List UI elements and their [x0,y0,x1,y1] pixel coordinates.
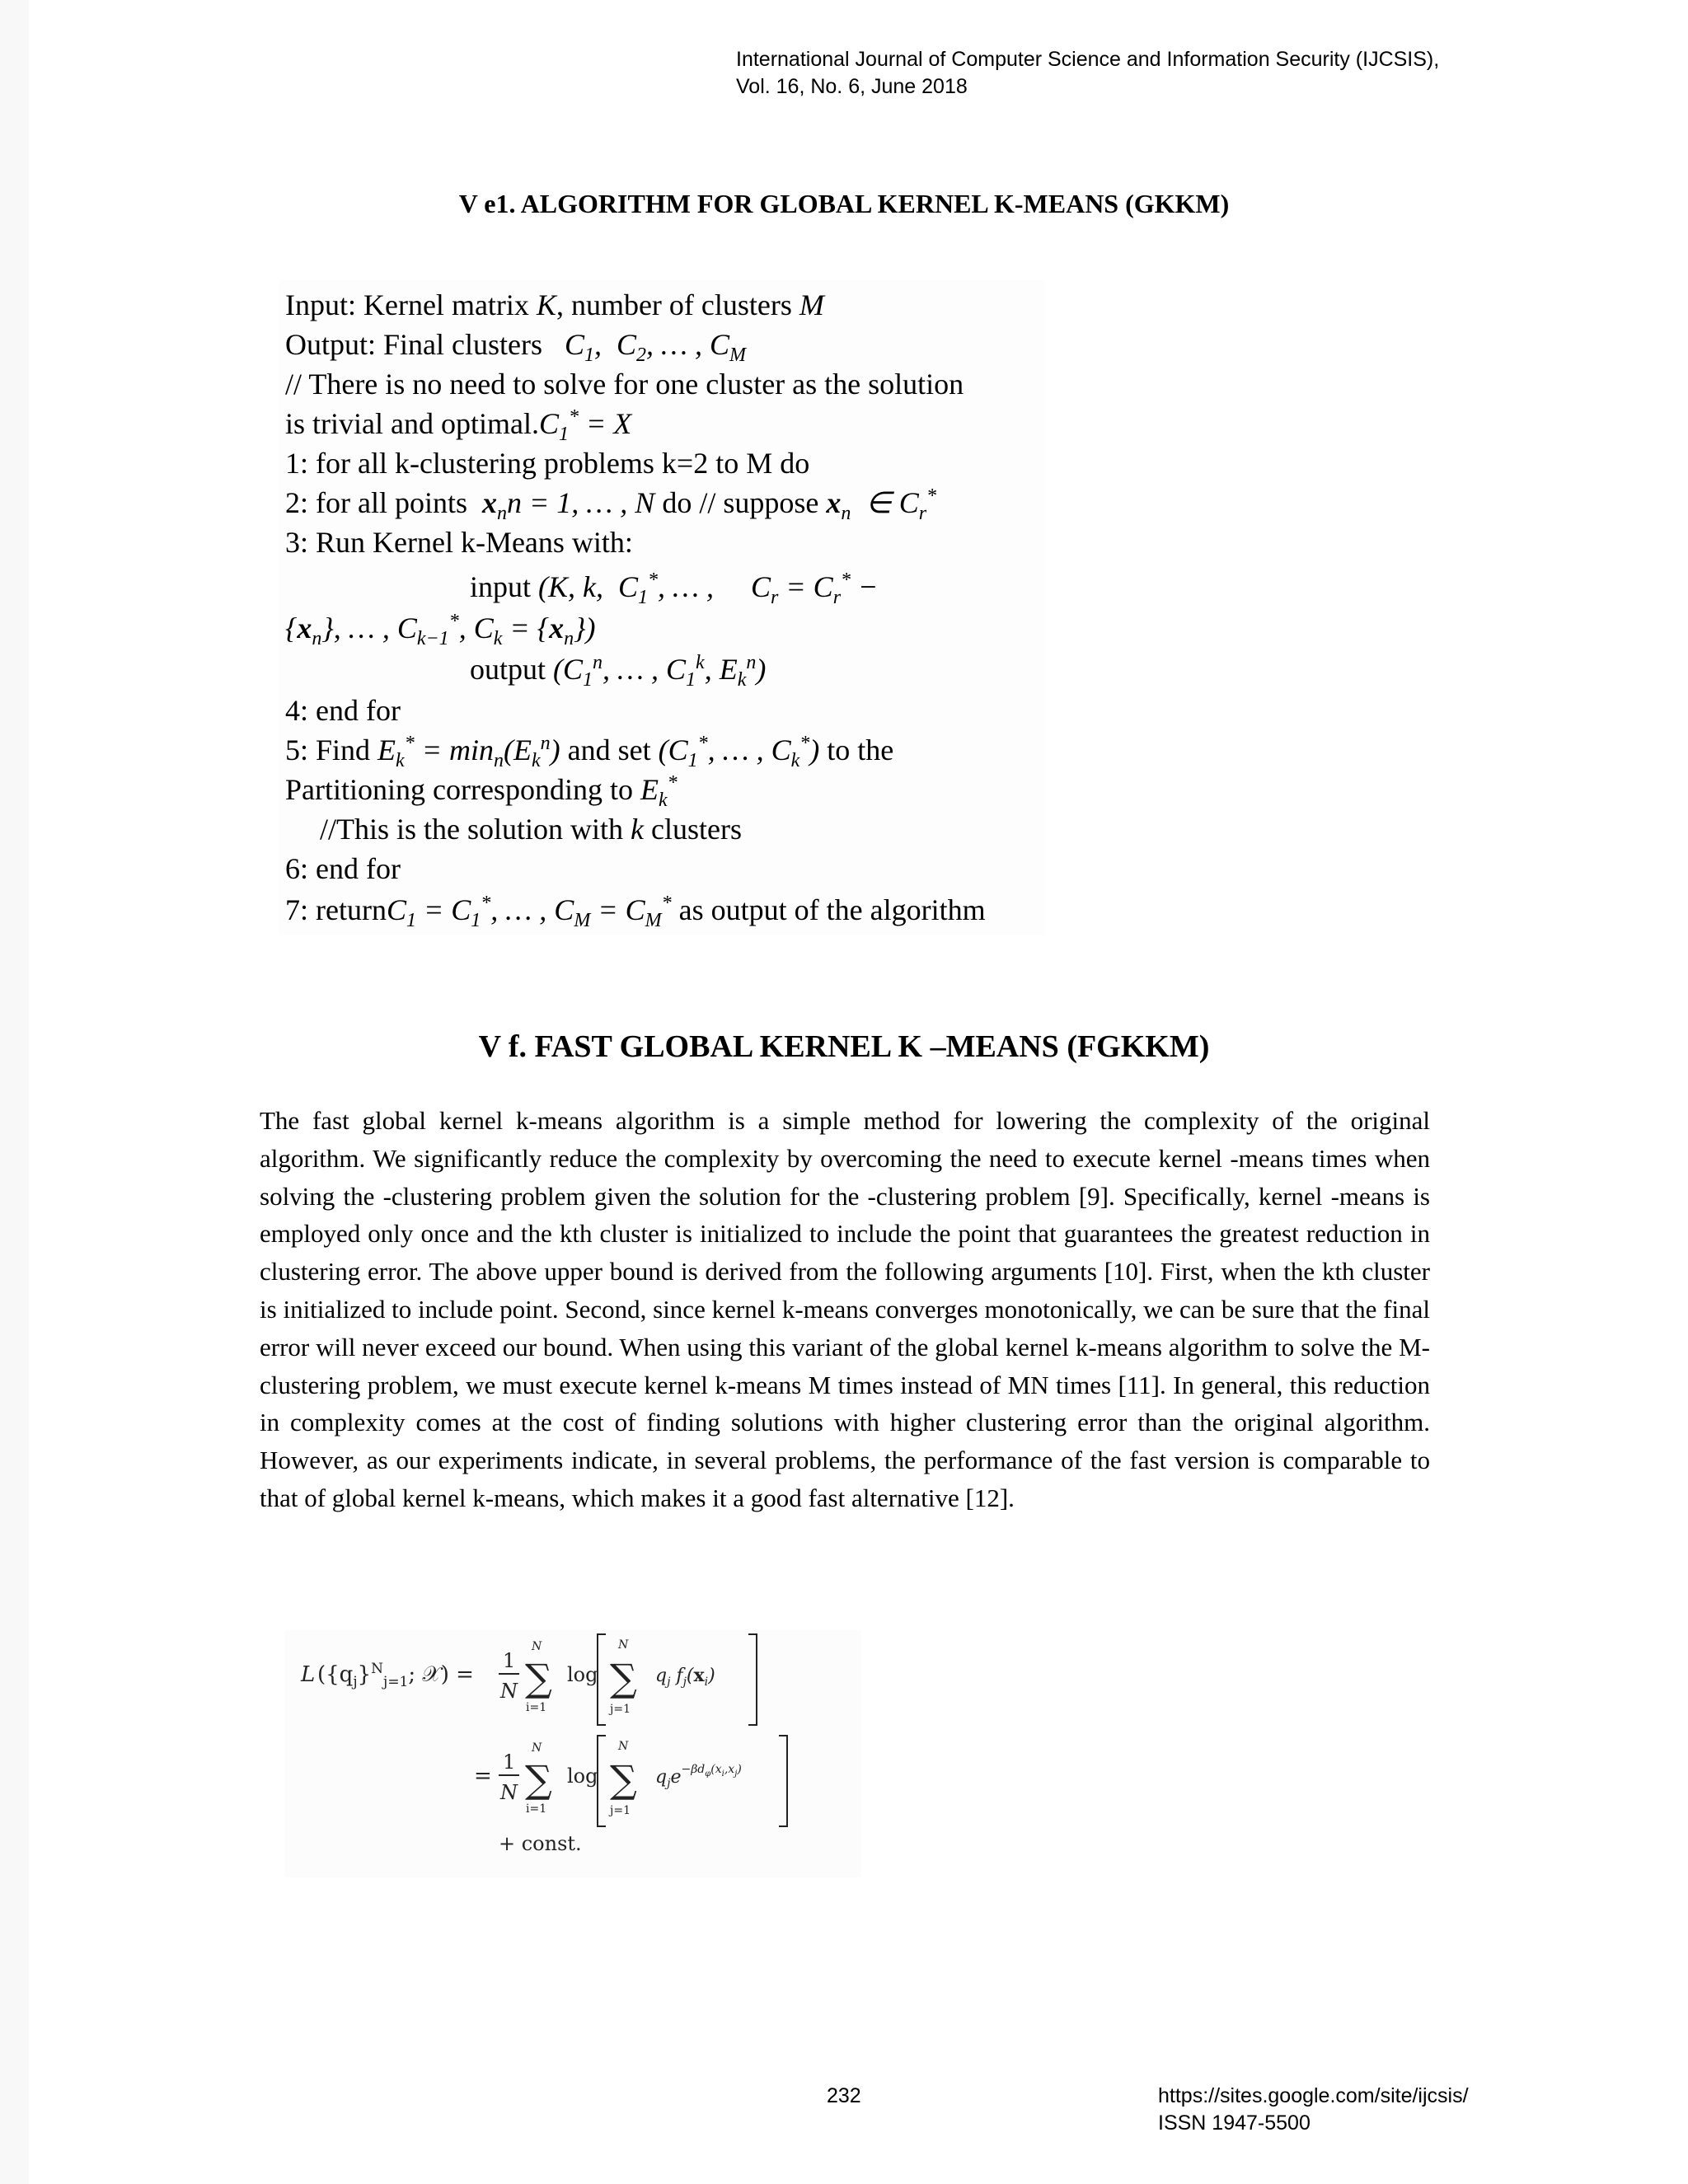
algo-comment-line-2: is trivial and $optimal.C_1^* = X$ [285,406,632,446]
eq2-sum-sign: ∑ [525,1757,552,1802]
eq-bracket-right [748,1634,757,1725]
algo-step-6: 6: end for [285,852,401,885]
eq2-term: $q_je^{-\beta d}\varphi(xi,xj)$ [655,1763,742,1790]
math-expr: $C_1 = C_1^*$, … , $C_M = C_M^*$ [386,893,672,932]
scan-margin-left [0,0,29,2184]
algo-comment-k: //This is the solution with k clusters [320,813,742,846]
eq-sum2-top: N [618,1638,629,1652]
eq2-bracket-right [779,1736,787,1826]
eq2-log: log [567,1765,598,1788]
eq-frac-den: N [500,1680,518,1703]
algo-step-7: 7: returnC$_1$ = $C_1^*$, … , $C_M = C_M^*$ as output of the algorithm [285,893,986,932]
eq2-sum2-top: N [618,1740,629,1753]
eq-log: log [567,1663,598,1686]
algo-input-line: Input: Kernel matrix K, number of clusters M [285,288,824,321]
page-number: 232 [827,2084,861,2107]
math-expr: $x_nn = 1$, … , N [481,486,655,525]
algorithm-figure [279,280,1045,935]
math-expr: $x_n$ ∈ $C_r^*$ [826,485,937,525]
journal-header [736,46,1439,101]
algo-input-args: input (K, k, $C_1^*$, … , $C_r = C_r^*$ − [470,569,879,609]
math-expr: $E_k^* = \min_n(E_k^n)$ [377,733,560,772]
algo-step-4: 4: end for [285,694,401,727]
eq-equals-2: = [474,1764,492,1788]
algo-step-2: 2: for all points $x_nn = 1$, … , N do // suppose $x_n$ ∈ $C_r^*$ [285,485,937,525]
algo-output-line: Output: Final clusters $C_1$, $C_2$, … , $C_M$ [285,328,747,367]
algo-comment-line-1: // There is no need to solve for one cluster as the solution [285,368,964,401]
eq-bracket-left [598,1634,606,1725]
eq2-sum-bottom: i=1 [526,1802,547,1816]
footer-info [1158,2083,1469,2137]
likelihood-equation [284,1630,861,1877]
algo-step-1: 1: for all k-clustering problems k=2 to M do [285,447,810,480]
body-paragraph: The fast global kernel k-means algorithm is a simple method for lowering the complexity of the original algorithm. We significantly reduce the complexity by overcoming the need to execute kernel -means times when solving the -clustering problem given the solution for the -clustering problem [9]. Specifically, kernel -means is employed only once and the kth cluster is initialized to include the point that guarantees the greatest reduction in clustering error. The above upper bound is derived from the following arguments [10]. First, when the kth cluster is initialized to include point. Second, since kernel k-means converges monotonically, we can be sure that the final error will never exceed our bound. When using this variant of the global kernel k-means algorithm to solve the M-clustering problem, we must execute kernel k-means M times instead of MN times [11]. In general, this reduction in complexity comes at the cost of finding solutions with higher clustering error than the original algorithm. However, as our experiments indicate, in several problems, the performance of the fast version is comparable to that of global kernel k-means, which makes it a good fast alternative [12]. [260,1106,1430,1512]
eq2-sum2-sign: ∑ [610,1757,637,1802]
algo-step-3: 3: Run Kernel k-Means with: [285,526,633,559]
eq2-frac-den: N [500,1781,518,1804]
eq-term: $q_j$ $f_j(x_i)$ [655,1665,715,1689]
algo-step-5: 5: Find $E_k^* = \min_n(E_k^n)$ and set ($C_1^*$, … , $C_k^*$) to the [285,733,894,772]
eq-sum-top: N [532,1640,542,1653]
algo-step-5-cont: Partitioning corresponding to $E_k^*$ [285,772,678,812]
footer-url: https://sites.google.com/site/ijcsis/ [1158,2084,1469,2107]
algo-output-args: output ($C_1^n$, … , $C_1^k$, $E_k^n$) [470,652,767,691]
eq-sum-sign: ∑ [525,1656,552,1700]
math-expr: $C_1$, $C_2$, … , $C_M$ [564,328,747,367]
eq-frac-num: 1 [503,1649,516,1672]
eq2-sum-top: N [532,1741,542,1755]
math-expr: ($C_1^*$, … , $C_k^*$) [658,733,820,772]
eq-const: + const. [499,1832,582,1855]
eq2-frac-num: 1 [503,1750,516,1774]
section-title-gkkm: V e1. ALGORITHM FOR GLOBAL KERNEL K-MEANS (GKKM) [458,189,1230,218]
eq-sum2-sign: ∑ [610,1656,637,1700]
footer-issn: ISSN 1947-5500 [1158,2111,1311,2135]
eq-sum2-bottom: j=1 [610,1703,631,1716]
math-expr: ($C_1^n$, … , $C_1^k$, $E_k^n$) [553,652,767,691]
eq-lhs: L [301,1662,316,1687]
journal-title-line: International Journal of Computer Science and Information Security (IJCSIS), [736,48,1440,71]
math-expr: $E_k^*$ [640,772,678,812]
section-title-fgkkm: V f. FAST GLOBAL KERNEL K –MEANS (FGKKM) [478,1029,1210,1064]
math-expr: (K, k, $C_1^*$, … , $C_r = C_r^*$ − [538,569,879,609]
eq-sum-bottom: i=1 [526,1701,547,1714]
eq-lhs-args: ($\{q_j\}^N_{j=1}$; 𝒳) = [317,1661,474,1690]
eq2-bracket-left [598,1736,606,1826]
math-expr: $\{x_n\}$, … , $C_{k-1}^*$, $C_k = \{x_n\}$) [285,611,596,650]
algo-input-args-cont [285,610,596,650]
math-expr: $C_1^* = X$ [538,406,632,446]
eq2-sum2-bottom: j=1 [610,1804,631,1817]
journal-volume-line: Vol. 16, No. 6, June 2018 [736,75,968,98]
